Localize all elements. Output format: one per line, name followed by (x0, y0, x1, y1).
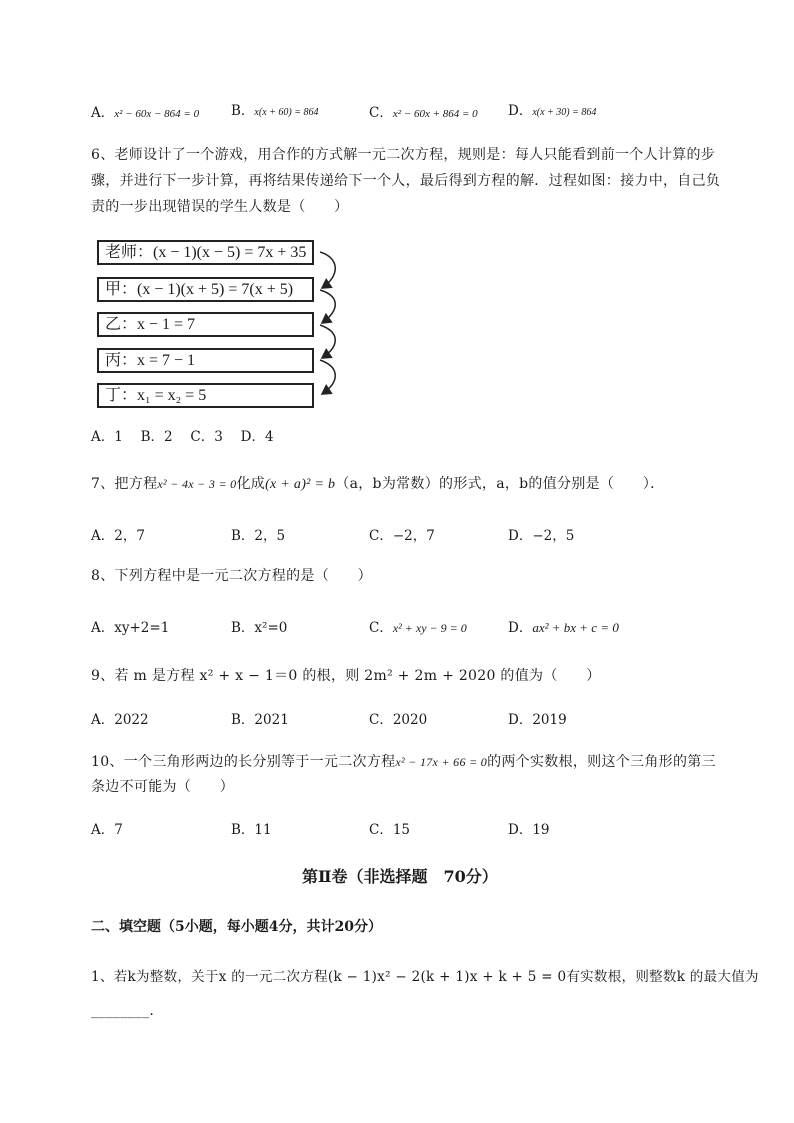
q6-stem-line2: 骤，并进行下一步计算，再将结果传递给下一个人，最后得到方程的解．过程如图：接力中，自己负 (91, 173, 721, 189)
q10-stem-line2: 条边不可能为（ ） (91, 779, 234, 795)
q10-option-a: A．7 (91, 822, 123, 838)
q9-option-b: B．2021 (231, 712, 289, 728)
q6-stem-line1: 6、老师设计了一个游戏，用合作的方式解一元二次方程，规则是：每人只能看到前一个人计算的步 (91, 147, 716, 163)
q10-option-b: B．11 (231, 822, 272, 838)
q7-stem: 7、把方程x² − 4x − 3 = 0化成(x + a)² = b（a，b为常数）的形式，a，b的值分别是（ ）． (91, 476, 665, 492)
q8-option-d: D．ax² + bx + c = 0 (508, 620, 619, 636)
q9-option-d: D．2019 (508, 712, 567, 728)
q5-option-b: B．x(x + 60) = 864 (231, 103, 319, 119)
q7-option-c: C．−2，7 (369, 528, 435, 544)
fill1-answer-blank: ________. (91, 1003, 155, 1019)
q10-option-c: C．15 (369, 822, 411, 838)
q5-option-d: D．x(x + 30) = 864 (508, 103, 597, 119)
section2-title: 二、填空题（5小题，每小题4分，共计20分） (91, 919, 382, 935)
arrow-2 (320, 290, 335, 323)
q9-stem: 9、若 m 是方程 x² + x − 1＝0 的根，则 2m² + 2m + 2020 的值为（ ） (91, 668, 601, 684)
q5-option-a: A．x² − 60x − 864 = 0 (91, 105, 200, 121)
fill1-stem: 1、若k为整数，关于x 的一元二次方程(k − 1)x² − 2(k + 1)x + k + 5 = 0有实数根，则整数k 的最大值为 (91, 969, 759, 985)
step-box-bing: 丙：x = 7 − 1 (97, 348, 314, 373)
q7-option-a: A．2，7 (91, 528, 145, 544)
step-box-yi: 乙：x − 1 = 7 (97, 312, 314, 337)
q5-option-c: C．x² − 60x + 864 = 0 (369, 105, 478, 121)
q8-stem: 8、下列方程中是一元二次方程的是（ ） (91, 568, 372, 584)
q7-option-b: B．2，5 (231, 528, 286, 544)
step-box-jia: 甲：(x − 1)(x + 5) = 7(x + 5) (97, 277, 314, 302)
q6-options: A．1 B．2 C．3 D．4 (91, 429, 274, 445)
q10-option-d: D．19 (508, 822, 550, 838)
q8-option-a: A．xy+2=1 (91, 620, 170, 636)
q7-option-d: D．−2，5 (508, 528, 575, 544)
q9-option-a: A．2022 (91, 712, 149, 728)
step-box-teacher: 老师：(x − 1)(x − 5) = 7x + 35 (97, 240, 314, 265)
relay-arrows (316, 240, 356, 415)
arrow-3 (320, 325, 335, 358)
step-box-ding: 丁：x₁ = x₂ = 5 (97, 383, 314, 408)
q10-stem-line1: 10、一个三角形两边的长分别等于一元二次方程x² − 17x + 66 = 0的两个实数根，则这个三角形的第三 (91, 754, 716, 770)
arrow-4 (320, 360, 335, 394)
arrow-1 (320, 252, 335, 288)
q6-stem-line3: 责的一步出现错误的学生人数是（ ） (91, 199, 349, 215)
q8-option-c: C．x² + xy − 9 = 0 (369, 620, 467, 636)
part2-title: 第Ⅱ卷（非选择题 70分） (302, 867, 498, 886)
q9-option-c: C．2020 (369, 712, 428, 728)
q8-option-b: B．x²=0 (231, 620, 288, 636)
